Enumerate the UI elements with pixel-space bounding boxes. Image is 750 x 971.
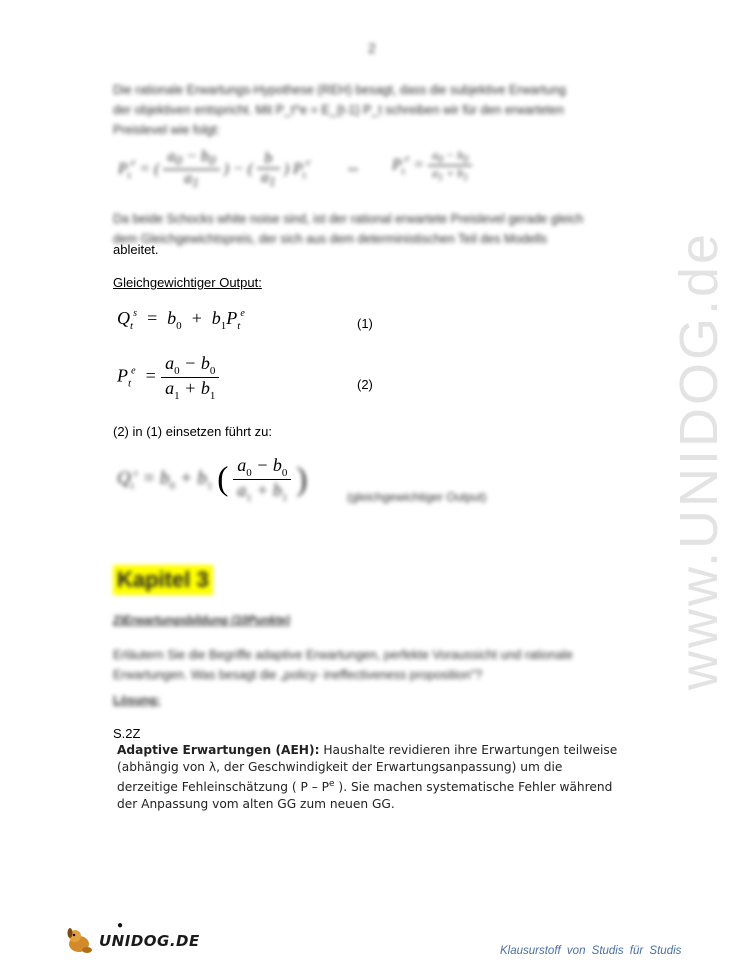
intro-line-3: Preislevel wie folgt: <box>113 123 220 137</box>
chapter-heading: Kapitel 3 <box>113 565 213 595</box>
task-title: 2)Erwartungsbildung (10Punkte) <box>113 615 290 627</box>
intro-paragraph <box>113 80 633 140</box>
aeh-line-2: (abhängig von λ, der Geschwindigkeit der Erwartungsanpassung) um die <box>117 760 563 774</box>
equation-3-note: (gleichgewichtiger Output) <box>347 490 487 504</box>
task-line-1: Erläutern Sie die Begriffe adaptive Erwartungen, perfekte Voraussicht und rationale <box>113 648 573 662</box>
page-number: 2 <box>368 40 376 56</box>
blurred-equation-left: $P_t^e$ = ( $\frac{a_0 - b_0}{a_1}$ ) − ( $\frac{b}{a_1}$ ) $P_t^e$ <box>118 148 311 191</box>
insert-text: (2) in (1) einsetzen führt zu: <box>113 424 272 439</box>
task-text <box>113 645 633 685</box>
equation-2-label: (2) <box>357 377 373 392</box>
blurred-equation-right: $P_t^e$ = $\frac{a_0 - b_0}{a_1 + b_1}$ <box>392 148 472 184</box>
aeh-line-4: der Anpassung vom alten GG zum neuen GG. <box>117 797 395 812</box>
equation-3: $Q_t^s = b_0 + b_1$ ( $\frac{a_0 - b_0}{a_1 + b_1}$ ) <box>117 455 308 504</box>
intro-line-1: Die rationale Erwartungs-Hypothese (REH) besagt, dass die subjektive Erwartung <box>113 83 566 97</box>
unidog-logo <box>65 920 200 956</box>
aeh-paragraph: Adaptive Erwartungen (AEH): Haushalte revidieren ihre Erwartungen teilweise (abhängig von λ, der Geschwindigkeit der Erwartungsanpassung) um die derzeitige Fehleinschätzung ( P – $P^e$ ). Sie machen systematische Fehler während der Anpassung vom alten GG zum neuen GG. <box>117 742 657 813</box>
paragraph-2-line-2: dem Gleichgewichtspreis, der sich aus dem deterministischen Teil des Modells <box>113 232 547 246</box>
equation-1: $Q_t^s = b_0 + b_1P_t^e$ <box>117 308 245 332</box>
paw-icon: ● <box>117 920 124 931</box>
aeh-term: Adaptive Erwartungen (AEH): <box>117 743 320 757</box>
equation-1-label: (1) <box>357 316 373 331</box>
reference-label: S.2Z <box>113 726 141 741</box>
paragraph-2-end: ableitet. <box>113 242 159 257</box>
paragraph-2 <box>113 209 643 249</box>
paragraph-2-line-1: Da beide Schocks white noise sind, ist der rational erwartete Preislevel gerade gleich <box>113 212 584 226</box>
output-heading: Gleichgewichtiger Output: <box>113 275 262 290</box>
watermark-text: www.UNIDOG.de <box>669 230 729 690</box>
intro-line-2: der objektiven entspricht. Mit P_t^e = E_{t-1} P_t schreiben wir für den erwarteten <box>113 103 564 117</box>
aeh-line-3: derzeitige Fehleinschätzung ( P – P <box>117 780 330 795</box>
dog-icon <box>65 926 95 956</box>
aeh-line-3b: ). Sie machen systematische Fehler während <box>334 780 613 795</box>
logo-text: UNIDOG.DE <box>99 932 200 950</box>
task-line-2: Erwartungen. Was besagt die „policy- ineffectiveness proposition"? <box>113 668 483 682</box>
footer-tagline: Klausurstoff von Studis für Studis <box>500 945 682 957</box>
aeh-line-1: Haushalte revidieren ihre Erwartungen teilweise <box>319 743 618 757</box>
blurred-equals: ⇔ <box>345 160 361 177</box>
equation-2: $P_t^e$ = $\frac{a_0 - b_0}{a_1 + b_1}$ <box>117 353 219 402</box>
solution-heading: Lösung: <box>113 693 161 707</box>
